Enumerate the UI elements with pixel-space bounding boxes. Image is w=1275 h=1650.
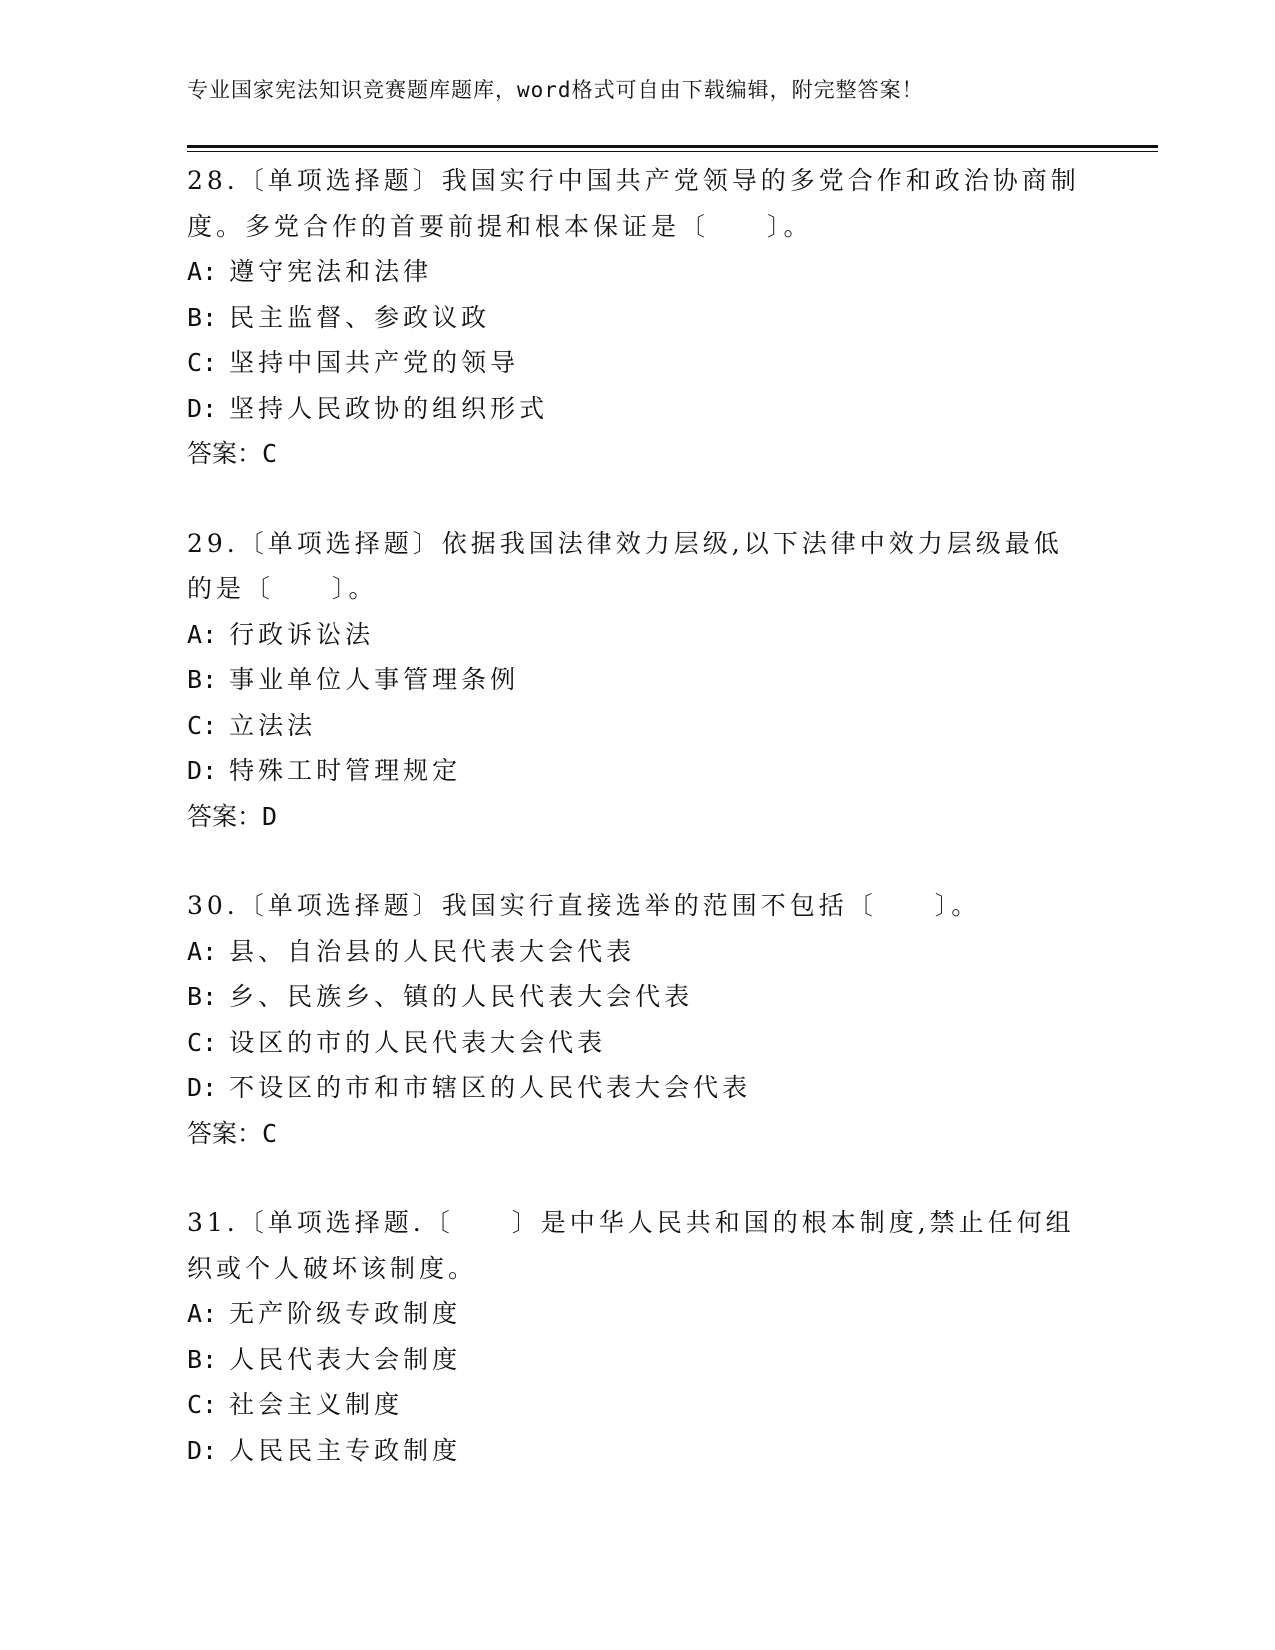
option-letter: B: bbox=[187, 982, 218, 1011]
question-text-line: 30.〔单项选择题〕我国实行直接选举的范围不包括〔 〕。 bbox=[187, 891, 981, 920]
option-letter: D: bbox=[187, 1073, 218, 1102]
option-d bbox=[187, 1428, 1087, 1474]
option-letter: C: bbox=[187, 1027, 218, 1057]
option-letter: A: bbox=[187, 619, 218, 649]
answer-line bbox=[187, 794, 1087, 840]
option-letter: B: bbox=[187, 302, 218, 332]
question-31 bbox=[187, 1200, 1087, 1473]
question-text-line: 织或个人破坏该制度。 bbox=[187, 1253, 478, 1283]
option-letter: D: bbox=[187, 756, 218, 785]
option-c bbox=[187, 340, 1087, 386]
option-b bbox=[187, 657, 1087, 703]
option-c bbox=[187, 1020, 1087, 1066]
option-a bbox=[187, 929, 1087, 975]
question-list bbox=[187, 158, 1087, 1517]
page-header: 专业国家宪法知识竞赛题库题库，word格式可自由下载编辑，附完整答案！ bbox=[187, 78, 924, 102]
option-letter: B: bbox=[187, 1344, 218, 1374]
option-d bbox=[187, 1065, 1087, 1111]
answer-line bbox=[187, 1111, 1087, 1157]
question-text-line: 31.〔单项选择题.〔 〕是中华人民共和国的根本制度,禁止任何组 bbox=[187, 1208, 1075, 1237]
answer-label: 答案： bbox=[187, 1118, 263, 1148]
option-text: 无产阶级专政制度 bbox=[229, 1299, 462, 1328]
option-text: 行政诉讼法 bbox=[229, 619, 375, 649]
option-text: 特殊工时管理规定 bbox=[229, 756, 462, 785]
header-rule-thin bbox=[187, 151, 1158, 152]
option-letter: D: bbox=[187, 393, 218, 423]
option-b bbox=[187, 974, 1087, 1020]
option-text: 不设区的市和市辖区的人民代表大会代表 bbox=[229, 1073, 752, 1102]
answer-value: C bbox=[262, 1118, 278, 1148]
answer-line bbox=[187, 431, 1087, 477]
option-letter: B: bbox=[187, 665, 218, 694]
option-a bbox=[187, 1291, 1087, 1337]
option-letter: D: bbox=[187, 1435, 218, 1465]
question-29 bbox=[187, 521, 1087, 840]
option-a bbox=[187, 612, 1087, 658]
option-text: 人民民主专政制度 bbox=[229, 1435, 462, 1465]
answer-value: D bbox=[262, 801, 278, 831]
answer-label: 答案： bbox=[187, 801, 263, 831]
option-letter: C: bbox=[187, 710, 218, 740]
answer-label: 答案： bbox=[187, 439, 263, 468]
option-b bbox=[187, 1337, 1087, 1383]
option-letter: A: bbox=[187, 1299, 218, 1328]
option-text: 人民代表大会制度 bbox=[229, 1344, 462, 1374]
question-text-line: 29.〔单项选择题〕依据我国法律效力层级,以下法律中效力层级最低 bbox=[187, 528, 1063, 558]
option-text: 坚持中国共产党的领导 bbox=[229, 348, 520, 377]
option-text: 乡、民族乡、镇的人民代表大会代表 bbox=[229, 982, 694, 1011]
option-letter: A: bbox=[187, 936, 218, 966]
option-text: 坚持人民政协的组织形式 bbox=[229, 393, 549, 423]
question-text-line: 度。多党合作的首要前提和根本保证是〔 〕。 bbox=[187, 211, 813, 241]
option-letter: C: bbox=[187, 1390, 218, 1419]
option-d bbox=[187, 748, 1087, 794]
option-text: 民主监督、参政议政 bbox=[229, 302, 491, 332]
option-a bbox=[187, 249, 1087, 295]
question-text-line: 的是〔 〕。 bbox=[187, 574, 378, 603]
option-letter: A: bbox=[187, 257, 218, 286]
option-text: 立法法 bbox=[229, 710, 317, 740]
option-text: 县、自治县的人民代表大会代表 bbox=[229, 936, 636, 966]
option-b bbox=[187, 295, 1087, 341]
option-text: 设区的市的人民代表大会代表 bbox=[229, 1027, 607, 1057]
option-c bbox=[187, 703, 1087, 749]
question-text-line: 28.〔单项选择题〕我国实行中国共产党领导的多党合作和政治协商制 bbox=[187, 166, 1080, 195]
option-c bbox=[187, 1382, 1087, 1428]
option-letter: C: bbox=[187, 348, 218, 377]
answer-value: C bbox=[262, 439, 278, 468]
option-d bbox=[187, 386, 1087, 432]
option-text: 遵守宪法和法律 bbox=[229, 257, 433, 286]
header-rule-thick bbox=[187, 145, 1158, 148]
option-text: 事业单位人事管理条例 bbox=[229, 665, 520, 694]
option-text: 社会主义制度 bbox=[229, 1390, 404, 1419]
question-30 bbox=[187, 883, 1087, 1156]
question-28 bbox=[187, 158, 1087, 477]
